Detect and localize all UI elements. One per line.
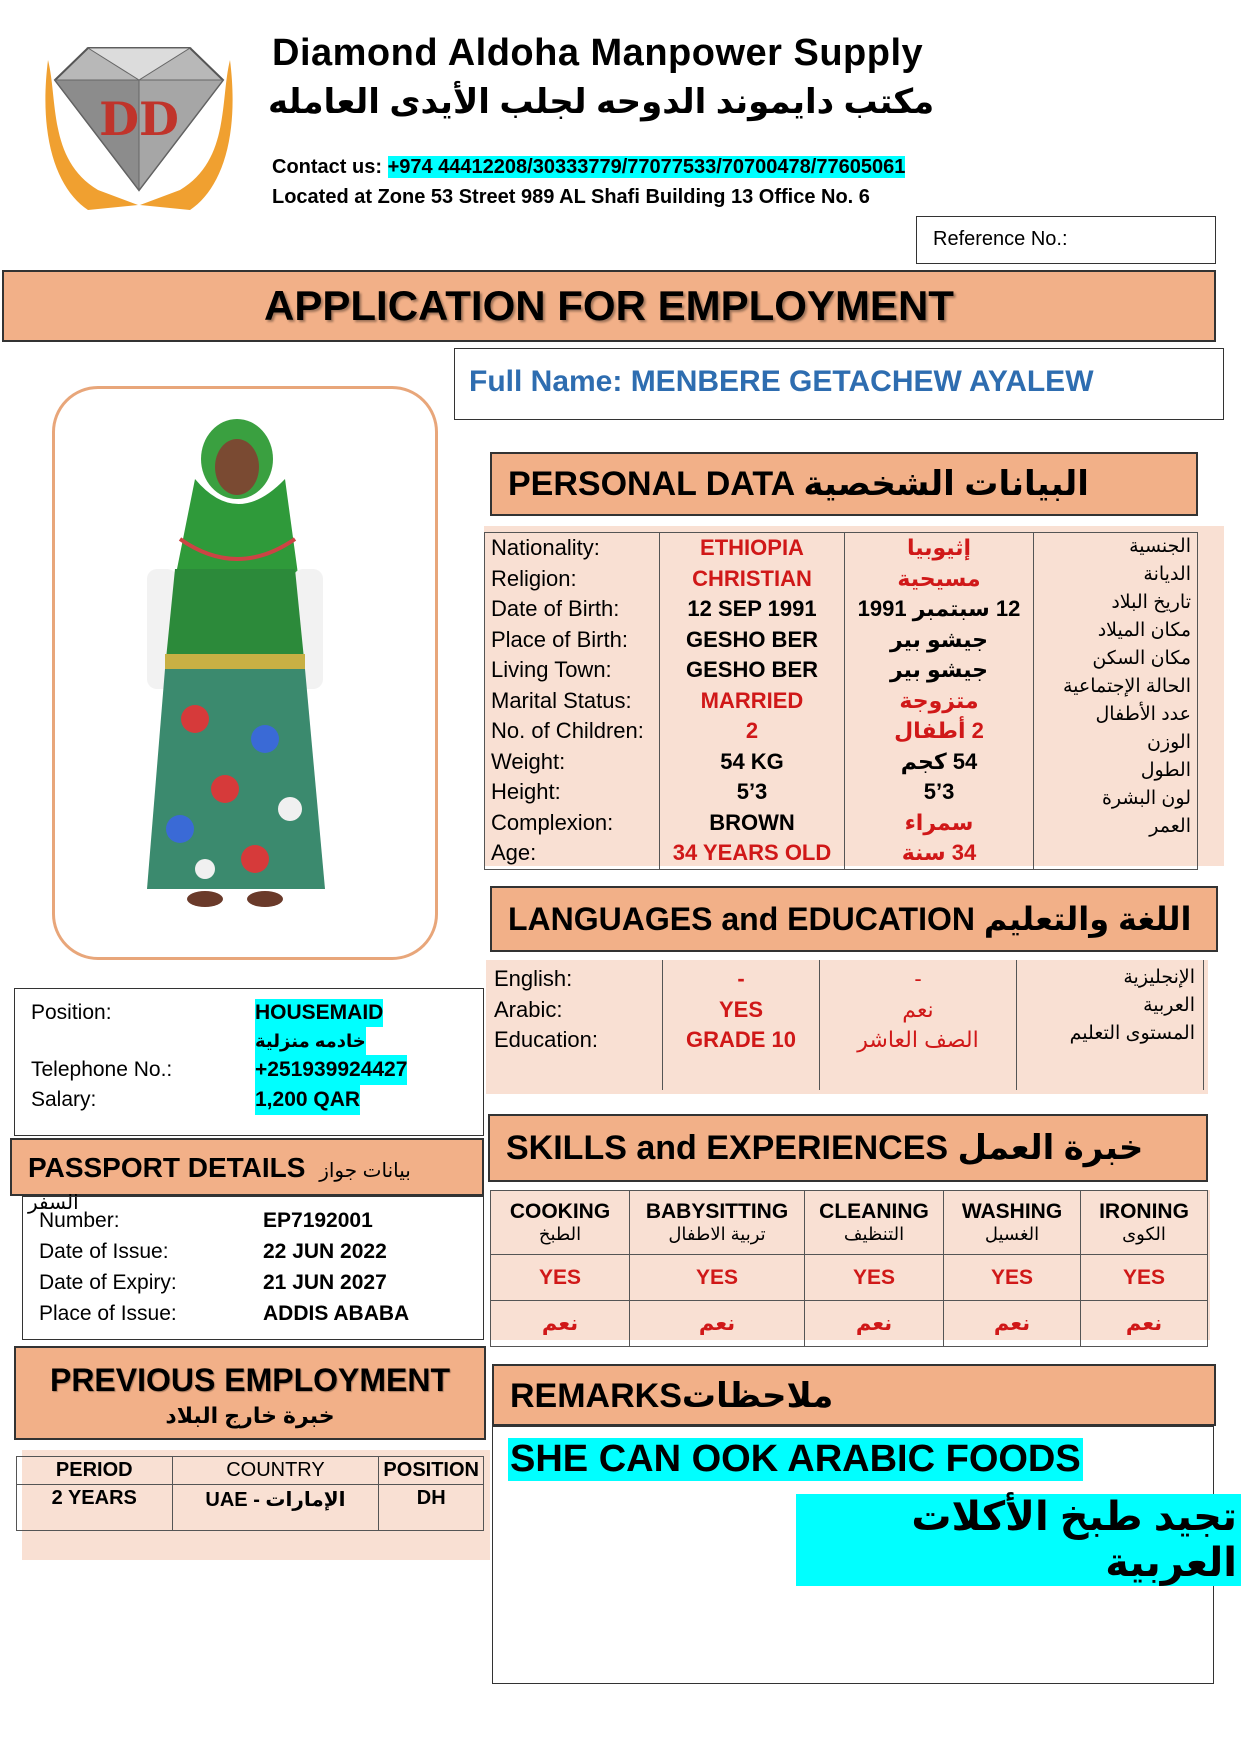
personal-data-table <box>484 532 1198 870</box>
lang-value-english: - <box>737 966 745 991</box>
office-address: Located at Zone 53 Street 989 AL Shafi Building 13 Office No. 6 <box>272 186 870 208</box>
lang-label: Education: <box>494 1027 598 1052</box>
pd-label: Complexion: <box>491 809 614 835</box>
pd-value-religion: CHRISTIAN <box>692 565 812 591</box>
skill-name-ar: الغسيل <box>984 1224 1040 1244</box>
personal-data-header: PERSONAL DATA البيانات الشخصية <box>490 452 1198 516</box>
previous-employment-title-en: PREVIOUS EMPLOYMENT <box>49 1362 451 1398</box>
passport-label: Number: <box>39 1209 120 1232</box>
skill-cleaning <box>805 1191 944 1255</box>
previous-employment-table <box>16 1456 484 1531</box>
skill-name: BABYSITTING <box>645 1200 789 1223</box>
passport-expiry-date: 21 JUN 2027 <box>263 1271 387 1294</box>
pd-label-ar: الجنسية <box>1129 536 1191 557</box>
previous-employment-header <box>14 1346 486 1440</box>
previous-employment-title-ar: خبرة خارج البلاد <box>165 1403 335 1428</box>
languages-header: LANGUAGES and EDUCATION اللغة والتعليم <box>490 886 1218 952</box>
pd-label: Height: <box>491 779 561 804</box>
pd-value-ar: متزوجة <box>899 687 979 713</box>
contact-numbers: +974 44412208/30333779/77077533/70700478/77605061 <box>387 156 906 178</box>
company-name-english: Diamond Aldoha Manpower Supply <box>272 32 924 74</box>
prev-country: UAE - الإمارات <box>172 1485 379 1531</box>
pd-label-ar: مكان السكن <box>1092 648 1191 669</box>
skill-name: IRONING <box>1099 1200 1189 1223</box>
lang-labels-col <box>486 960 663 1090</box>
pd-label-ar: الحالة الإجتماعية <box>1063 676 1191 697</box>
passport-label: Place of Issue: <box>39 1302 177 1325</box>
pd-label: Marital Status: <box>491 687 632 713</box>
passport-number: EP7192001 <box>263 1209 373 1232</box>
pd-value-ar: جيشو بير <box>889 657 989 682</box>
skill-name-ar: التنظيف <box>843 1224 905 1244</box>
passport-place-of-issue: ADDIS ABABA <box>263 1302 410 1325</box>
remarks-header: REMARKSملاحظات <box>492 1364 1216 1426</box>
pd-value-complexion: BROWN <box>709 809 795 835</box>
pd-value-ar: 2 أطفال <box>894 718 984 743</box>
applicant-photo <box>52 386 438 960</box>
pd-value-ar: جيشو بير <box>889 626 989 652</box>
salary-value: 1,200 QAR <box>255 1085 360 1115</box>
pd-value-height: 5’3 <box>736 779 768 804</box>
skill-name-ar: الكوى <box>1122 1224 1166 1244</box>
pd-label-ar: مكان الميلاد <box>1097 620 1191 641</box>
pd-value-ar: سمراء <box>904 809 974 835</box>
pd-label: No. of Children: <box>491 718 644 743</box>
full-name: Full Name: MENBERE GETACHEW AYALEW <box>454 348 1224 420</box>
telephone-value: +251939924427 <box>255 1055 407 1085</box>
lang-value-ar: نعم <box>902 996 934 1022</box>
lang-label: Arabic: <box>494 996 563 1022</box>
remarks-text-arabic: تجيد طبخ الأكلات العربية <box>796 1494 1241 1586</box>
skill-value-ar: نعم <box>805 1301 944 1347</box>
position-value-arabic: خادمه منزلية <box>255 1027 366 1055</box>
skill-washing <box>944 1191 1081 1255</box>
passport-label: Date of Issue: <box>39 1240 169 1263</box>
skill-value: YES <box>491 1255 630 1301</box>
passport-issue-date: 22 JUN 2022 <box>263 1240 387 1263</box>
skill-name: WASHING <box>961 1200 1063 1223</box>
skill-ironing <box>1081 1191 1208 1255</box>
skill-name-ar: الطبخ <box>538 1224 582 1244</box>
pd-value-ar: 3’5 <box>923 779 955 804</box>
pd-label-ar: الطول <box>1140 760 1191 781</box>
passport-header <box>10 1138 484 1214</box>
prev-header-country: COUNTRY <box>172 1457 379 1485</box>
skill-name-ar: تربية الاطفال <box>668 1224 766 1244</box>
pd-value-weight: 54 KG <box>720 748 784 774</box>
pd-label: Living Town: <box>491 657 612 682</box>
pd-label-ar: تاريخ البلاد <box>1111 592 1191 613</box>
pd-label-ar: العمر <box>1149 816 1191 837</box>
position-label: Position: <box>31 1001 112 1024</box>
prev-header-period: PERIOD <box>17 1457 173 1485</box>
lang-label-ar: الإنجليزية <box>1123 967 1195 988</box>
lang-value-education: GRADE 10 <box>685 1027 797 1052</box>
skill-value: YES <box>1081 1255 1208 1301</box>
pd-value-living-town: GESHO BER <box>685 657 819 682</box>
skills-header: SKILLS and EXPERIENCES خبرة العمل <box>488 1114 1208 1182</box>
contact-label: Contact us: <box>272 156 388 178</box>
company-logo <box>28 40 250 212</box>
skill-value-ar: نعم <box>630 1301 805 1347</box>
pd-value-nationality: ETHIOPIA <box>700 535 804 560</box>
skill-value: YES <box>944 1255 1081 1301</box>
pd-values-ar-col <box>845 533 1034 870</box>
lang-label-ar: العربية <box>1143 995 1195 1016</box>
prev-period: 2 YEARS <box>17 1485 173 1531</box>
skill-value-ar: نعم <box>491 1301 630 1347</box>
lang-value-arabic: YES <box>718 996 764 1022</box>
skill-name: CLEANING <box>819 1200 929 1223</box>
skill-babysitting <box>630 1191 805 1255</box>
pd-value-age: 34 YEARS OLD <box>672 840 832 865</box>
passport-box <box>22 1196 484 1340</box>
lang-values-col <box>663 960 820 1090</box>
lang-values-ar-col <box>820 960 1017 1090</box>
pd-labels-ar-col <box>1034 533 1198 870</box>
pd-value-ar: إثيوبيا <box>906 535 972 560</box>
remarks-text-english: SHE CAN OOK ARABIC FOODS <box>510 1438 1081 1480</box>
skill-cooking <box>491 1191 630 1255</box>
lang-value-ar: - <box>914 966 922 991</box>
pd-label: Date of Birth: <box>491 596 620 621</box>
lang-label: English: <box>494 966 573 991</box>
prev-header-position: POSITION <box>379 1457 484 1485</box>
skill-value: YES <box>805 1255 944 1301</box>
skills-table <box>490 1190 1208 1347</box>
form-title: APPLICATION FOR EMPLOYMENT <box>2 270 1216 342</box>
pd-value-children: 2 <box>745 718 759 743</box>
passport-label: Date of Expiry: <box>39 1271 177 1294</box>
contact-line <box>272 156 905 179</box>
pd-value-ar: 54 كجم <box>900 748 978 774</box>
lang-label-ar: المستوى التعليم <box>1069 1023 1195 1044</box>
pd-label-ar: الديانة <box>1143 564 1191 585</box>
pd-label-ar: الوزن <box>1146 732 1191 753</box>
lang-value-ar: الصف العاشر <box>857 1027 979 1052</box>
pd-label-ar: عدد الأطفال <box>1095 704 1191 725</box>
skill-value: YES <box>630 1255 805 1301</box>
lang-labels-ar-col <box>1017 960 1204 1090</box>
company-name-arabic: مكتب دايموند الدوحه لجلب الأيدى العامله <box>268 83 935 121</box>
position-value: HOUSEMAID <box>255 999 383 1027</box>
pd-labels-col <box>485 533 660 870</box>
pd-label: Nationality: <box>491 535 600 560</box>
skill-name: COOKING <box>509 1200 611 1223</box>
applicant-figure <box>55 389 435 957</box>
position-box <box>14 988 484 1136</box>
prev-position: DH <box>379 1485 484 1531</box>
pd-value-ar: مسيحية <box>897 565 981 591</box>
pd-label-ar: لون البشرة <box>1101 788 1191 809</box>
diamond-hands-logo <box>28 40 250 212</box>
pd-label: Age: <box>491 840 537 865</box>
telephone-label: Telephone No.: <box>31 1058 173 1081</box>
logo-letters: DD <box>99 92 179 146</box>
pd-label: Religion: <box>491 565 577 591</box>
languages-table <box>486 960 1204 1090</box>
pd-label: Place of Birth: <box>491 626 628 652</box>
pd-value-marital-status: MARRIED <box>700 687 804 713</box>
pd-label: Weight: <box>491 748 566 774</box>
pd-value-place-of-birth: GESHO BER <box>685 626 819 652</box>
passport-title-en: PASSPORT DETAILS <box>28 1152 306 1183</box>
skill-value-ar: نعم <box>1081 1301 1208 1347</box>
salary-label: Salary: <box>31 1088 97 1111</box>
pd-value-dob: 12 SEP 1991 <box>687 596 817 621</box>
pd-value-ar: 12 سبتمبر 1991 <box>857 596 1021 621</box>
pd-values-col <box>660 533 845 870</box>
skill-value-ar: نعم <box>944 1301 1081 1347</box>
reference-number-box: Reference No.: <box>916 216 1216 264</box>
pd-value-ar: 34 سنة <box>901 840 977 865</box>
passport-title-ar: بيانات جواز السفر <box>28 1160 411 1214</box>
